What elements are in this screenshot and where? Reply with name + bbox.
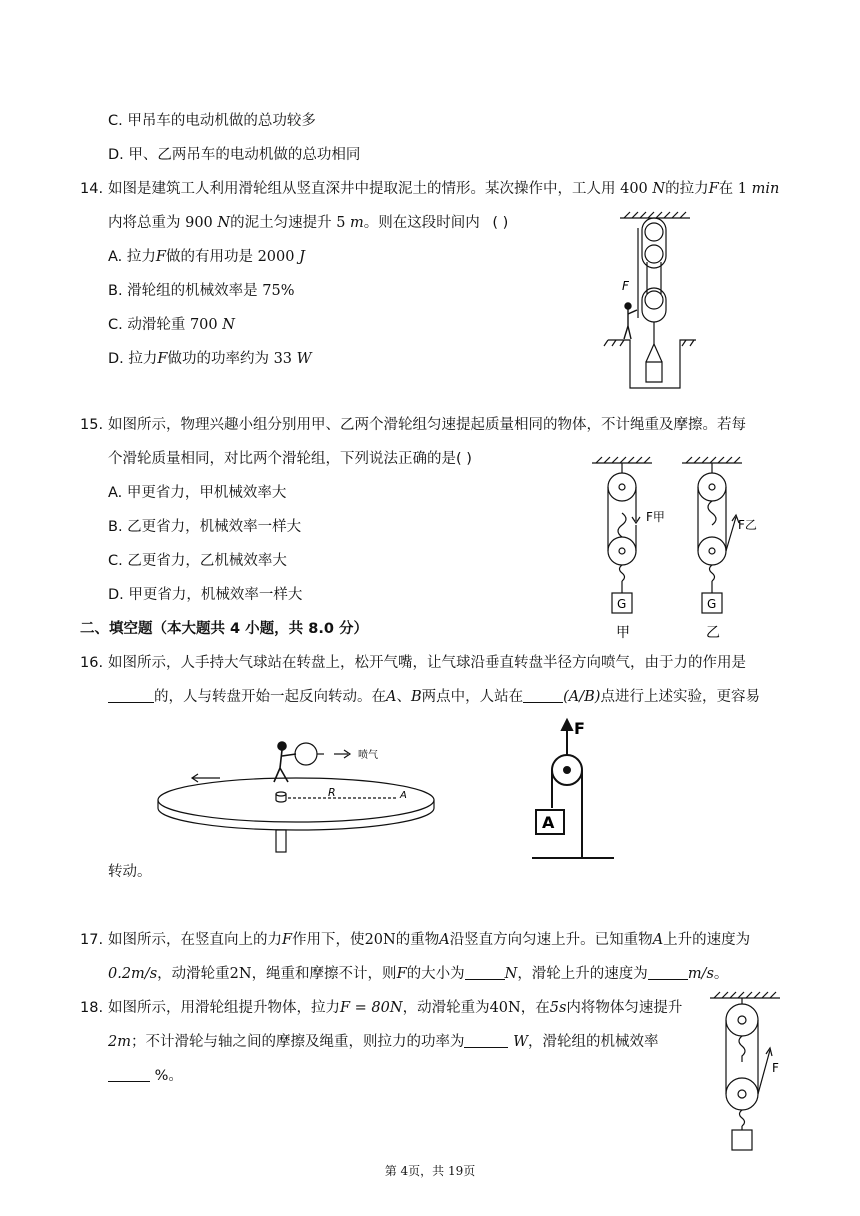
value: 2m [108, 1034, 131, 1050]
text: 做的有用功是 [165, 249, 253, 265]
symbol: A [386, 689, 397, 705]
text: ，滑轮上升的速度为 [517, 966, 648, 982]
caption-jia: 甲 [616, 625, 630, 641]
q14-option-d [108, 349, 312, 369]
value: F = 80N [340, 1000, 403, 1016]
option-text: 甲、乙两吊车的电动机做的总功相同 [128, 147, 361, 163]
option-label: C. [108, 113, 123, 129]
answer-blank[interactable] [648, 965, 688, 980]
value: 40N [489, 1000, 521, 1016]
text: 。 [713, 966, 729, 982]
q16-number: 16. [80, 655, 104, 671]
value: 2000 [257, 249, 295, 265]
value: 900 [185, 215, 213, 231]
value: 75% [262, 283, 295, 299]
answer-paren: ( ) [492, 215, 509, 231]
q17-stem-line2 [108, 964, 728, 984]
section-title: 二、填空题（本大题共 4 小题，共 8.0 分） [80, 621, 368, 637]
text: %。 [154, 1068, 183, 1084]
text: 的，人与转盘开始一起反向转动。在 [154, 689, 386, 705]
option-label: C. [108, 553, 123, 569]
force-label-jia: F甲 [646, 510, 665, 524]
unit: W [296, 351, 312, 367]
pull-arrow [758, 1050, 770, 1094]
q13-option-d [108, 145, 360, 165]
text: 的大小为 [406, 966, 465, 982]
option-text: 甲更省力，甲机械效率大 [126, 485, 287, 501]
unit: J [299, 249, 305, 265]
text: ；不计滑轮与轴之间的摩擦及绳重，则拉力的功率为 [130, 1034, 465, 1050]
unit: W [513, 1034, 528, 1050]
q15-option-b [108, 517, 301, 537]
q17-number: 17. [80, 932, 104, 948]
option-text: 甲吊车的电动机做的总功较多 [127, 113, 316, 129]
q14-option-c [108, 315, 235, 335]
symbol: A [439, 932, 450, 948]
unit: m/s [687, 966, 714, 982]
symbol: F [282, 932, 293, 948]
q18-stem-line3 [108, 1066, 183, 1086]
text: ，动滑轮重为 [402, 1000, 490, 1016]
fixed-pulley-bottom [645, 245, 663, 263]
fixed-pulley [726, 1004, 758, 1036]
force-label: F [622, 279, 629, 293]
option-label: A. [108, 485, 123, 501]
text: 的拉力 [665, 181, 709, 197]
weight-label-jia: G [617, 597, 627, 611]
answer-blank[interactable] [464, 1033, 508, 1048]
symbol: F [396, 966, 407, 982]
text: 如图所示，用滑轮组提升物体，拉力 [108, 1000, 340, 1016]
option-label: B. [108, 519, 123, 535]
q15-option-a [108, 483, 286, 503]
q15-stem-line1: 如图所示，物理兴趣小组分别用甲、乙两个滑轮组匀速提起质量相同的物体，不计绳重及摩擦。若每 [108, 417, 746, 433]
unit: N [504, 966, 518, 982]
answer-blank[interactable] [108, 688, 154, 703]
q14-stem-line2 [108, 213, 508, 233]
symbol: F [155, 249, 166, 265]
text: 、 [396, 689, 411, 705]
q14-number: 14. [80, 181, 104, 197]
q14-option-a [108, 247, 305, 267]
point-a-label: A [400, 790, 407, 801]
text: ，动滑轮重 [157, 966, 230, 982]
symbol: F [157, 351, 168, 367]
q16-stem-line1: 如图所示，人手持大气球站在转盘上，松开气嘴，让气球沿垂直转盘半径方向喷气，由于力的作用是 [108, 655, 746, 671]
text: 两点中，人站在 [421, 689, 524, 705]
movable-pulley-frame [642, 288, 666, 322]
q13-option-c [108, 111, 316, 131]
unit: N [222, 317, 235, 333]
movable-pulley-yi [698, 537, 726, 565]
option-text: 甲更省力，机械效率一样大 [128, 587, 303, 603]
q18-pulley-figure [700, 990, 790, 1155]
q17-pulley-figure [530, 718, 620, 868]
symbol: F [708, 181, 719, 197]
q15-option-c [108, 551, 287, 571]
choice: (A/B) [563, 689, 601, 705]
q14-pulley-well-figure [600, 210, 700, 390]
turntable-top [158, 778, 434, 822]
q18-stem-line1 [108, 998, 682, 1018]
person-figure [274, 742, 296, 782]
option-label: A. [108, 249, 123, 265]
option-text: 乙更省力，乙机械效率大 [127, 553, 287, 569]
text: 的重物 [395, 932, 440, 948]
weight-label-yi: G [707, 597, 717, 611]
text: 点进行上述实验，更容易 [600, 689, 760, 705]
text: 。则在这段时间内 [363, 215, 480, 231]
load-box [732, 1130, 752, 1150]
unit: m [350, 215, 364, 231]
q15-option-d [108, 585, 302, 605]
text: 内将物体匀速提升 [566, 1000, 683, 1016]
option-label: C. [108, 317, 123, 333]
value: 0.2m/s [108, 966, 158, 982]
text: 的泥土匀速提升 [230, 215, 332, 231]
text: 滑轮组的机械效率是 [127, 283, 258, 299]
q15-number: 15. [80, 417, 104, 433]
force-label: F [772, 1061, 779, 1075]
page-footer: 第 4页，共 19页 [384, 1164, 476, 1178]
fixed-pulley-frame [642, 218, 666, 268]
force-label: F [574, 719, 585, 738]
q18-stem-line2 [108, 1032, 659, 1052]
q14-option-b [108, 281, 295, 301]
option-label: D. [108, 587, 124, 603]
text: 如图所示，在竖直向上的力 [108, 932, 282, 948]
q14-stem-line1 [108, 179, 779, 199]
force-label-yi: F乙 [738, 518, 757, 532]
option-label: D. [108, 147, 124, 163]
movable-pulley [726, 1078, 758, 1110]
q17-stem-line1 [108, 930, 750, 950]
text: 沿竖直方向匀速上升。已知重物 [449, 932, 653, 948]
answer-blank[interactable] [465, 965, 505, 980]
radius-label: R [328, 786, 336, 799]
worker-figure [624, 303, 637, 339]
symbol: A [652, 932, 664, 948]
caption-yi: 乙 [706, 625, 720, 641]
movable-pulley [645, 291, 663, 309]
text: 上升的速度为 [663, 932, 751, 948]
text: 动滑轮重 [127, 317, 186, 333]
option-label: B. [108, 283, 123, 299]
value: 2N [229, 966, 252, 982]
text: 做功的功率约为 [167, 351, 269, 367]
fixed-pulley-top [645, 223, 663, 241]
unit: N [652, 181, 666, 197]
text: 拉力 [126, 249, 156, 265]
balloon [295, 743, 317, 765]
value: 700 [189, 317, 218, 333]
movable-pulley-jia [608, 537, 636, 565]
q15-stem-line2: 个滑轮质量相同，对比两个滑轮组，下列说法正确的是( ) [108, 451, 472, 467]
value: 33 [273, 351, 293, 367]
unit: min [751, 181, 780, 197]
q16-stem-line3: 转动。 [108, 864, 152, 880]
option-text: 乙更省力，机械效率一样大 [127, 519, 302, 535]
text: 在 [718, 181, 734, 197]
value: 5s [549, 1000, 567, 1016]
spray-label: 喷气 [358, 750, 378, 761]
fixed-pulley-jia [608, 473, 636, 501]
center-point [276, 792, 286, 796]
text: 拉力 [128, 351, 158, 367]
ceiling-hatch [624, 212, 686, 218]
text: ，滑轮组的机械效率 [528, 1034, 659, 1050]
text: 如图是建筑工人利用滑轮组从竖直深井中提取泥土的情形。某次操作中，工人用 [108, 181, 616, 197]
q15-pulley-systems-figure [590, 455, 780, 645]
q16-turntable-figure [156, 738, 456, 858]
value: 5 [336, 215, 346, 231]
load-bucket [646, 362, 662, 382]
symbol: B [410, 689, 422, 705]
fixed-pulley-yi [698, 473, 726, 501]
value: 20N [364, 932, 396, 948]
text: 内将总重为 [108, 215, 181, 231]
q16-stem-line2 [108, 687, 760, 707]
load-label: A [542, 813, 555, 832]
value: 400 [620, 181, 648, 197]
text: ，在 [520, 1000, 550, 1016]
answer-blank[interactable] [523, 688, 563, 703]
turntable-axle [276, 830, 286, 852]
value: 1 [737, 181, 747, 197]
q18-number: 18. [80, 1000, 104, 1016]
text: ，绳重和摩擦不计，则 [251, 966, 397, 982]
option-label: D. [108, 351, 124, 367]
answer-blank[interactable] [108, 1067, 150, 1082]
text: 作用下，使 [292, 932, 365, 948]
unit: N [217, 215, 231, 231]
